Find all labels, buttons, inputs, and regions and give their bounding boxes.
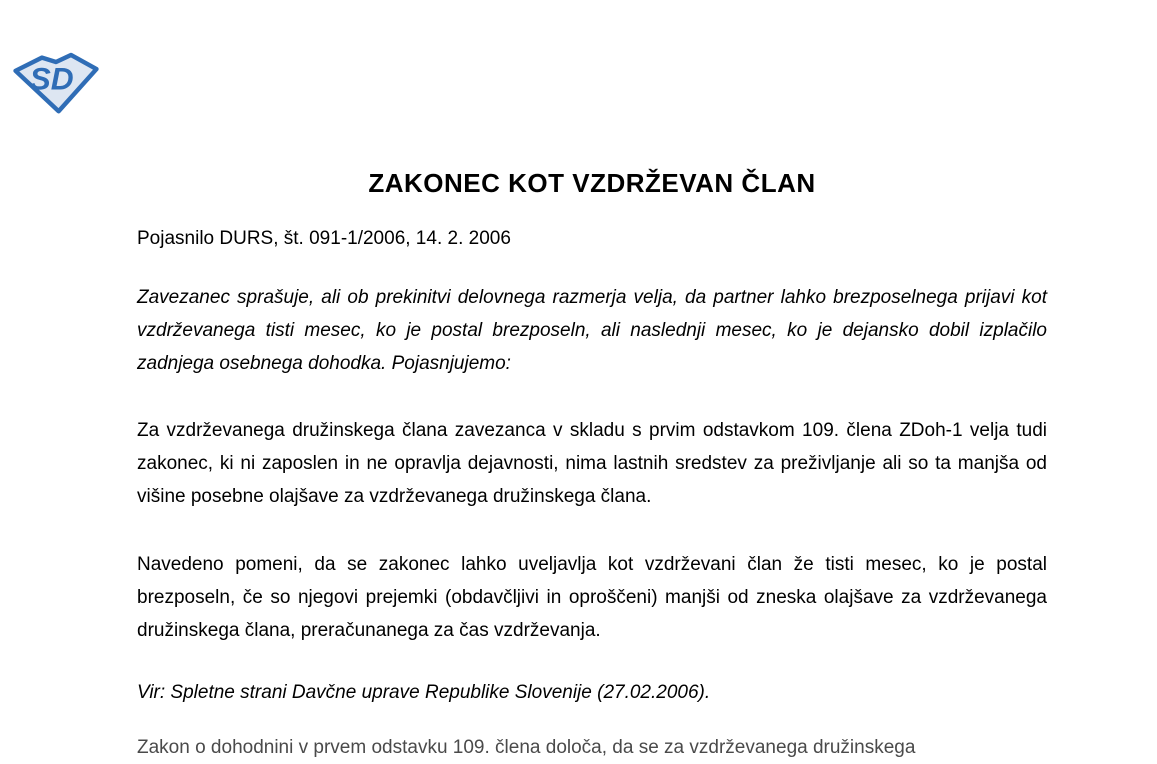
- document-title: ZAKONEC KOT VZDRŽEVAN ČLAN: [368, 168, 816, 198]
- logo-letters: SD: [29, 60, 74, 97]
- clipped-bottom-line: Zakon o dohodnini v prvem odstavku 109. člena določa, da se za vzdrževanega družinskega: [137, 737, 916, 758]
- sd-shield-svg: [12, 52, 100, 116]
- paragraph-answer-1: Za vzdrževanega družinskega člana zavezanca v skladu s prvim odstavkom 109. člena ZDoh-1 velja tudi zakonec, ki ni zaposlen in ne opravlja dejavnosti, nima lastnih sredstev za preživljanje ali so ta manjša od višine posebne olajšave za vzdrževanega družinskega člana.: [137, 420, 1047, 507]
- source-line: Vir: Spletne strani Davčne uprave Republike Slovenije (27.02.2006).: [137, 682, 711, 703]
- paragraph-question: Zavezanec sprašuje, ali ob prekinitvi delovnega razmerja velja, da partner lahko brezposelnega prijavi kot vzdrževanega tisti mesec, ko je postal brezposeln, ali naslednji mesec, ko je dejansko dobil izplačilo zadnjega osebnega dohodka. Pojasnjujemo:: [137, 287, 1047, 374]
- reference-line: Pojasnilo DURS, št. 091-1/2006, 14. 2. 2006: [137, 228, 511, 249]
- sd-shield-logo-icon: [12, 52, 100, 116]
- paragraph-answer-2: Navedeno pomeni, da se zakonec lahko uveljavlja kot vzdrževani član že tisti mesec, ko je postal brezposeln, če so njegovi prejemki (obdavčljivi in oproščeni) manjši od zneska olajšave za vzdrževanega družinskega člana, preračunanega za čas vzdrževanja.: [137, 554, 1047, 641]
